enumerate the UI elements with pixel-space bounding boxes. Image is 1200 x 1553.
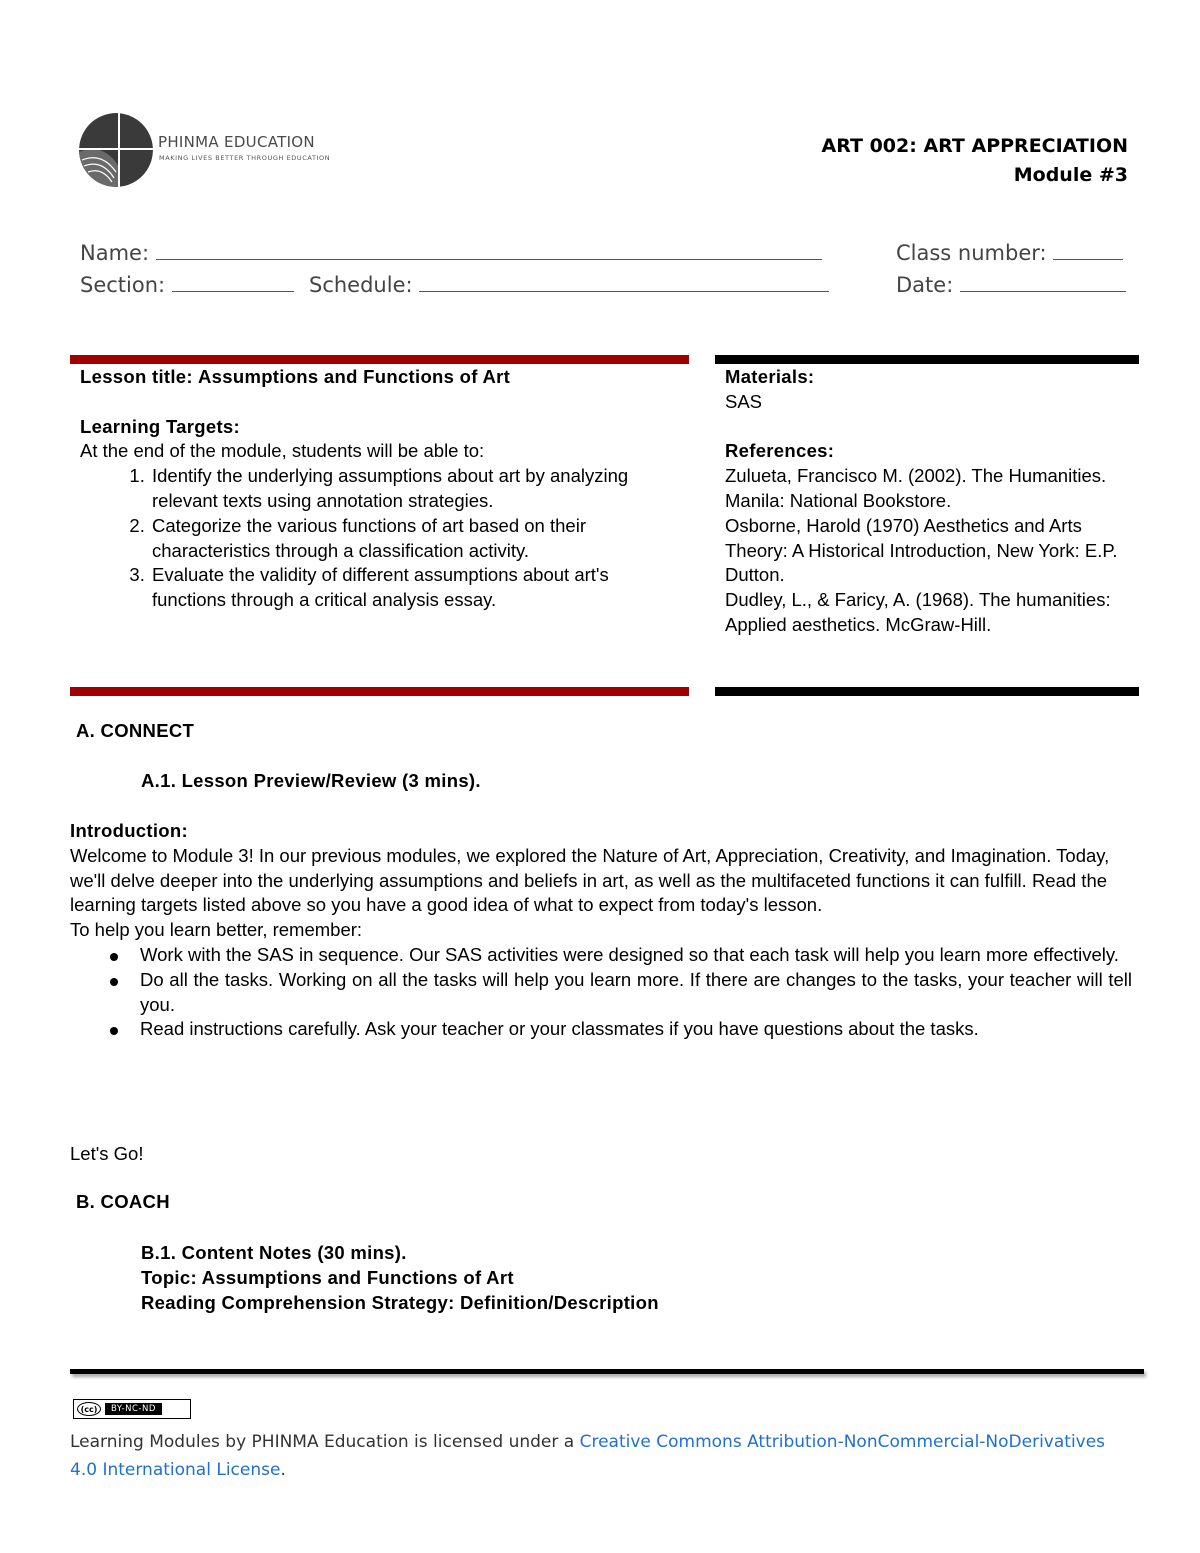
course-title: ART 002: ART APPRECIATION [821,135,1128,157]
remember-text: To help you learn better, remember: [70,919,363,941]
materials-label: Materials: [725,366,815,387]
tip-item: Do all the tasks. Working on all the tasks will help you learn more. If there are changes to the tasks, your teacher will tell you. [140,968,1132,1018]
lesson-box [80,365,680,613]
name-field[interactable] [80,241,822,265]
brand-tagline: MAKING LIVES BETTER THROUGH EDUCATION [159,154,331,162]
materials-value: SAS [725,390,763,412]
schedule-blank[interactable] [419,273,829,292]
name-label: Name: [80,241,150,265]
connect-subheading: A.1. Lesson Preview/Review (3 mins). [141,770,481,791]
materials-bottom-bar [715,687,1139,696]
class-number-field[interactable] [896,241,1123,265]
lesson-title-value: Assumptions and Functions of Art [198,366,511,387]
coach-topic: Topic: Assumptions and Functions of Art [141,1266,514,1288]
course-header [822,132,1128,190]
section-label: Section: [80,273,166,297]
cc-icon: (cc) [77,1402,101,1416]
bullet-icon [110,1027,118,1035]
tip-item: Work with the SAS in sequence. Our SAS activities were designed so that each task will help you learn more effectively. [140,943,1132,968]
cc-license-type: BY-NC-ND [105,1403,162,1415]
materials-top-bar [715,355,1139,364]
footer-rule [70,1369,1144,1374]
bullet-icon [110,978,118,986]
phinma-logo [74,112,334,192]
coach-heading: B. COACH [76,1191,170,1212]
learning-target-item: 3. Evaluate the validity of different assumptions about art's functions through a critical analysis essay. [150,563,680,613]
connect-body [70,819,1132,1042]
section-blank[interactable] [172,273,294,292]
reference-item: Osborne, Harold (1970) Aesthetics and Arts Theory: A Historical Introduction, New York: E.P. Dutton. [725,514,1118,586]
cc-license-badge[interactable] [73,1399,191,1419]
brand-name: PHINMA EDUCATION [158,133,315,151]
tip-item: Read instructions carefully. Ask your teacher or your classmates if you have questions about the tasks. [140,1017,1132,1042]
module-number: Module #3 [1013,164,1128,186]
date-label: Date: [896,273,954,297]
learning-target-item: 2. Categorize the various functions of art based on their characteristics through a classification activity. [150,514,680,564]
lesson-top-bar [70,355,689,364]
coach-strategy: Reading Comprehension Strategy: Definition/Description [141,1291,659,1313]
name-blank[interactable] [156,241,822,260]
tips-list [70,943,1132,1042]
learning-targets-list [80,464,680,613]
learning-targets-label: Learning Targets: [80,415,240,437]
license-link[interactable]: Creative Commons Attribution-NonCommercial-NoDerivatives 4.0 International License [70,1432,1106,1480]
reference-item: Dudley, L., & Faricy, A. (1968). The humanities: Applied aesthetics. McGraw-Hill. [725,589,1111,635]
lesson-bottom-bar [70,687,689,696]
date-blank[interactable] [960,273,1126,292]
learning-target-item: 1. Identify the underlying assumptions about art by analyzing relevant texts using annotation strategies. [150,464,680,514]
materials-box [725,365,1125,638]
lesson-title [80,365,680,390]
introduction-text: Welcome to Module 3! In our previous modules, we explored the Nature of Art, Appreciation, Creativity, and Imagination. Today, we'll delve deeper into the underlying assumptions and beliefs in art, as well as the multifaceted functions it can fulfill. Read the learning targets listed above so you have a good idea of what to expect from today's lesson. [70,844,1110,916]
schedule-label: Schedule: [309,273,413,297]
license-text: Learning Modules by PHINMA Education is licensed under a Creative Commons Attribution-NonCommercial-NoDerivatives 4.0 International License. [70,1432,1106,1480]
lets-go-text: Let's Go! [70,1143,144,1164]
introduction-label: Introduction: [70,820,188,841]
date-field[interactable] [896,273,1126,297]
section-field[interactable] [80,273,294,297]
schedule-field[interactable] [309,273,829,297]
connect-heading: A. CONNECT [76,720,195,741]
coach-subheading: B.1. Content Notes (30 mins). [141,1242,407,1263]
bullet-icon [110,953,118,961]
class-number-blank[interactable] [1053,241,1123,260]
class-number-label: Class number: [896,241,1047,265]
lesson-title-label: Lesson title: [80,366,193,387]
learning-targets-intro: At the end of the module, students will be able to: [80,440,485,462]
coach-body [141,1241,659,1315]
references-label: References: [725,440,835,462]
reference-item: Zulueta, Francisco M. (2002). The Humanities. Manila: National Bookstore. [725,465,1107,511]
